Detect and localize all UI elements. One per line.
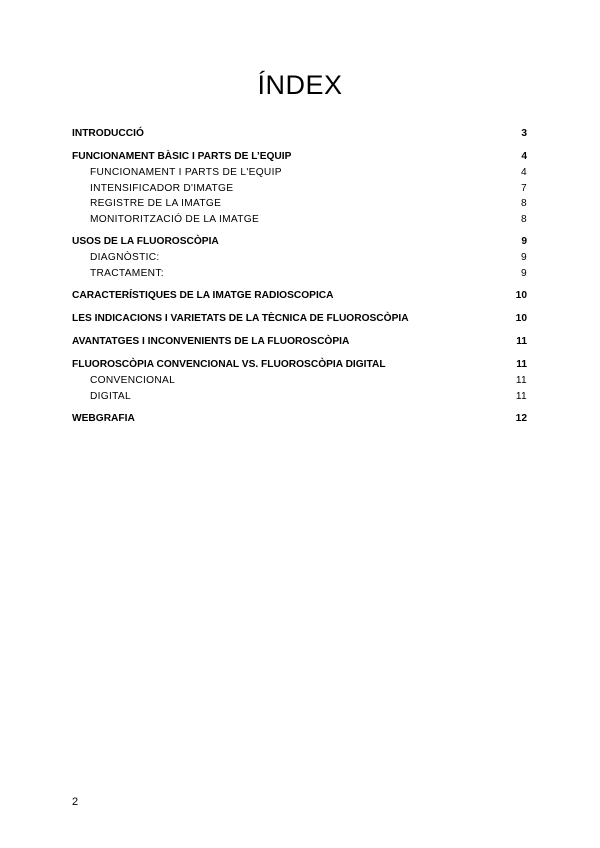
page-number: 2	[72, 796, 79, 808]
toc-entry-page: 3	[521, 128, 527, 139]
toc-subentry[interactable]	[72, 266, 527, 282]
toc-entry[interactable]	[72, 288, 527, 304]
toc-entry-page: 7	[521, 182, 527, 194]
toc-entry-title: CONVENCIONAL	[90, 375, 176, 386]
toc-entry-title: DIAGNÒSTIC:	[90, 252, 160, 263]
toc-entry-title: TRACTAMENT:	[90, 267, 164, 279]
toc-entry-page: 9	[521, 252, 527, 263]
toc-entry-page: 8	[521, 198, 527, 209]
toc-entry[interactable]	[72, 311, 527, 327]
toc-entry[interactable]	[72, 149, 527, 165]
toc-subentry[interactable]	[72, 250, 527, 266]
toc-entry-title: INTENSIFICADOR D'IMATGE	[90, 182, 234, 194]
table-of-contents	[72, 126, 527, 427]
toc-subentry[interactable]	[72, 181, 527, 197]
toc-entry-title: FLUOROSCÒPIA CONVENCIONAL VS. FLUOROSCÒPIA DIGITAL	[72, 359, 386, 370]
toc-entry-page: 4	[521, 151, 527, 162]
toc-entry[interactable]	[72, 234, 527, 250]
toc-entry[interactable]	[72, 411, 527, 427]
toc-entry-page: 11	[515, 375, 527, 386]
toc-subentry[interactable]	[72, 212, 527, 228]
toc-entry-title: INTRODUCCIÓ	[72, 128, 144, 139]
toc-entry-title: USOS DE LA FLUOROSCÒPIA	[72, 236, 219, 247]
toc-entry-title: MONITORITZACIÓ DE LA IMATGE	[90, 213, 260, 225]
toc-subentry[interactable]	[72, 389, 527, 405]
toc-entry-title: WEBGRAFIA	[72, 413, 135, 424]
toc-entry-title: FUNCIONAMENT BÀSIC I PARTS DE L’EQUIP	[72, 151, 292, 162]
toc-entry-page: 11	[516, 336, 527, 347]
toc-entry-page: 11	[516, 359, 527, 370]
toc-entry-title: LES INDICACIONS I VARIETATS DE LA TÈCNICA DE FLUOROSCÒPIA	[72, 313, 409, 324]
toc-entry-title: CARACTERÍSTIQUES DE LA IMATGE RADIOSCOPICA	[72, 290, 334, 301]
toc-entry-title: DIGITAL	[90, 390, 131, 402]
toc-entry-page: 8	[521, 213, 527, 225]
toc-entry-page: 9	[521, 236, 527, 247]
toc-entry-page: 11	[515, 390, 527, 402]
toc-entry-title: FUNCIONAMENT I PARTS DE L'EQUIP	[90, 167, 282, 178]
toc-entry[interactable]	[72, 334, 527, 350]
toc-subentry[interactable]	[72, 196, 527, 212]
toc-entry-page: 10	[515, 290, 527, 301]
toc-entry-page: 12	[515, 413, 527, 424]
toc-subentry[interactable]	[72, 373, 527, 389]
toc-entry-page: 9	[521, 267, 527, 279]
toc-subentry[interactable]	[72, 165, 527, 181]
toc-entry[interactable]	[72, 126, 527, 142]
toc-entry-page: 4	[521, 167, 527, 178]
toc-entry-title: AVANTATGES I INCONVENIENTS DE LA FLUOROSCÒPIA	[72, 336, 350, 347]
toc-entry[interactable]	[72, 357, 527, 373]
page-title: ÍNDEX	[257, 70, 343, 100]
toc-entry-page: 10	[515, 313, 527, 324]
toc-entry-title: REGISTRE DE LA IMATGE	[90, 198, 222, 209]
